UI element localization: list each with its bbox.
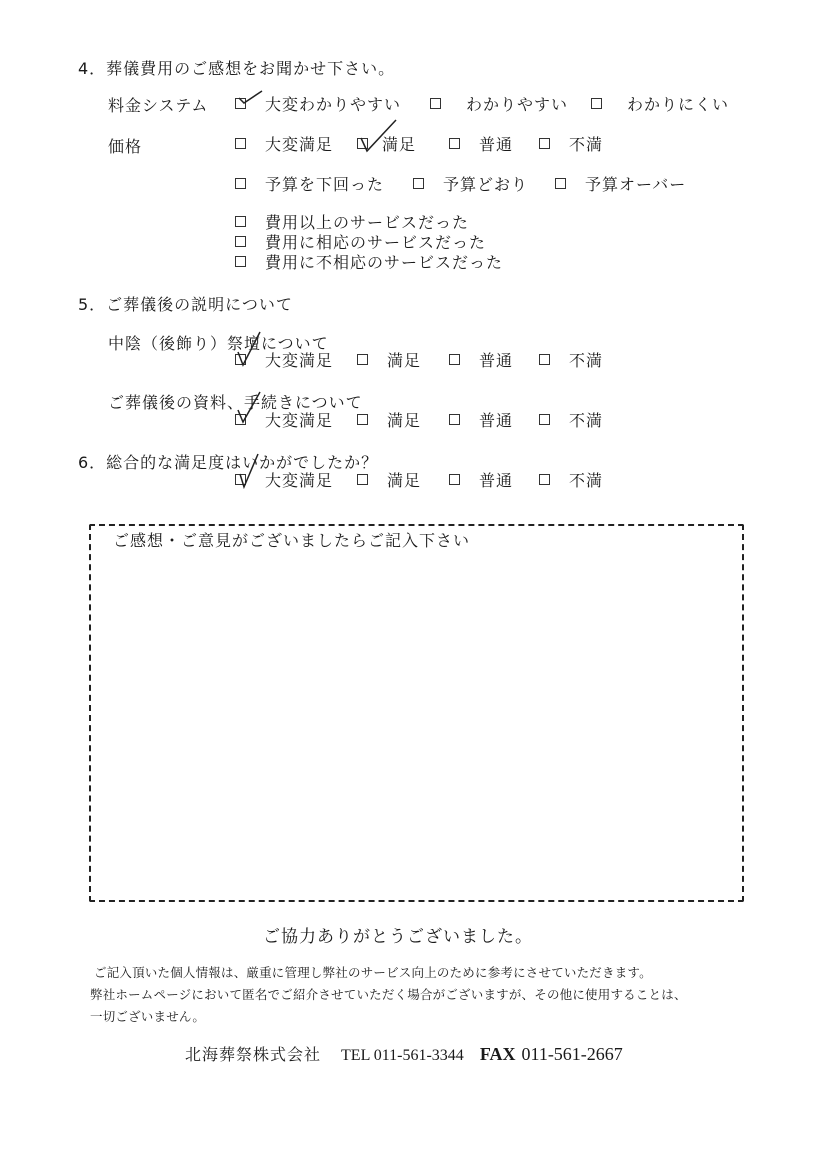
documents-option-normal[interactable]: 普通 <box>449 408 539 431</box>
checkbox[interactable] <box>235 256 246 267</box>
value-option-above-cost[interactable]: 費用以上のサービスだった <box>235 212 469 231</box>
fee-system-option-clear[interactable]: わかりやすい <box>430 92 591 115</box>
privacy-notice-line-2: 弊社ホームページにおいて匿名でご紹介させていただく場合がございますが、その他に使用することは、 <box>90 987 687 1002</box>
checkbox-checked[interactable] <box>235 474 246 485</box>
question-6-title: 6．総合的な満足度はいかがでしたか？ <box>78 453 379 472</box>
checkbox-checked[interactable] <box>235 354 246 365</box>
altar-label: 中陰（後飾り）祭壇について <box>108 334 329 353</box>
thanks-message: ご協力ありがとうございました。 <box>263 927 533 947</box>
checkbox[interactable] <box>357 354 368 365</box>
checkbox[interactable] <box>430 98 441 109</box>
documents-option-very-satisfied[interactable]: 大変満足 <box>235 408 357 431</box>
question-4-title: 4．葬儀費用のご感想をお聞かせ下さい。 <box>78 59 396 78</box>
budget-options <box>235 173 686 193</box>
value-option-below-cost[interactable]: 費用に不相応のサービスだった <box>235 252 503 271</box>
overall-options <box>235 469 603 489</box>
checkbox[interactable] <box>413 178 424 189</box>
checkbox[interactable] <box>539 354 550 365</box>
checkbox[interactable] <box>235 178 246 189</box>
value-option-matching-cost[interactable]: 費用に相応のサービスだった <box>235 232 486 251</box>
price-label: 価格 <box>108 137 143 156</box>
company-name: 北海葬祭株式会社 <box>185 1045 322 1064</box>
documents-label: ご葬儀後の資料、手続きについて <box>108 393 363 412</box>
price-option-unsatisfied[interactable]: 不満 <box>539 132 603 155</box>
overall-option-normal[interactable]: 普通 <box>449 468 539 491</box>
checkbox[interactable] <box>591 98 602 109</box>
budget-option-as-planned[interactable]: 予算どおり <box>413 172 555 195</box>
altar-option-unsatisfied[interactable]: 不満 <box>539 348 603 371</box>
documents-options <box>235 409 603 429</box>
checkbox[interactable] <box>449 138 460 149</box>
documents-option-unsatisfied[interactable]: 不満 <box>539 408 603 431</box>
comments-label: ご感想・ご意見がございましたらご記入下さい <box>113 531 471 550</box>
fax-label: FAX <box>479 1044 516 1064</box>
question-5-title: 5．ご葬儀後の説明について <box>78 295 293 314</box>
checkbox-checked[interactable] <box>235 98 246 109</box>
altar-option-very-satisfied[interactable]: 大変満足 <box>235 348 357 371</box>
checkbox[interactable] <box>539 138 550 149</box>
checkbox[interactable] <box>539 414 550 425</box>
checkbox[interactable] <box>357 414 368 425</box>
budget-option-over[interactable]: 予算オーバー <box>555 172 686 195</box>
checkbox[interactable] <box>449 354 460 365</box>
checkbox[interactable] <box>539 474 550 485</box>
price-options <box>235 133 603 153</box>
fee-system-label: 料金システム <box>108 96 209 115</box>
checkbox[interactable] <box>449 474 460 485</box>
checkbox[interactable] <box>357 474 368 485</box>
price-option-very-satisfied[interactable]: 大変満足 <box>235 132 357 155</box>
altar-option-normal[interactable]: 普通 <box>449 348 539 371</box>
price-option-satisfied[interactable]: 満足 <box>357 132 449 155</box>
checkbox[interactable] <box>235 216 246 227</box>
privacy-notice-line-1: ご記入頂いた個人情報は、厳重に管理し弊社のサービス向上のために参考にさせていただきます。 <box>94 965 652 980</box>
checkbox-checked[interactable] <box>357 138 368 149</box>
altar-option-satisfied[interactable]: 満足 <box>357 348 449 371</box>
overall-option-unsatisfied[interactable]: 不満 <box>539 468 603 491</box>
overall-option-very-satisfied[interactable]: 大変満足 <box>235 468 357 491</box>
checkbox[interactable] <box>235 138 246 149</box>
checkbox[interactable] <box>449 414 460 425</box>
checkbox[interactable] <box>555 178 566 189</box>
altar-options <box>235 349 603 369</box>
price-option-normal[interactable]: 普通 <box>449 132 539 155</box>
fee-system-options <box>235 93 729 113</box>
fee-system-option-unclear[interactable]: わかりにくい <box>591 92 729 115</box>
fee-system-option-very-clear[interactable]: 大変わかりやすい <box>235 92 430 115</box>
checkbox[interactable] <box>235 236 246 247</box>
privacy-notice-line-3: 一切ございません。 <box>90 1009 206 1024</box>
tel-number: TEL 011-561-3344 <box>341 1047 464 1064</box>
checkbox-checked[interactable] <box>235 414 246 425</box>
fax-number: 011-561-2667 <box>521 1044 623 1064</box>
budget-option-under[interactable]: 予算を下回った <box>235 172 413 195</box>
documents-option-satisfied[interactable]: 満足 <box>357 408 449 431</box>
footer-contact <box>185 1042 623 1065</box>
comments-box[interactable] <box>89 524 744 902</box>
overall-option-satisfied[interactable]: 満足 <box>357 468 449 491</box>
